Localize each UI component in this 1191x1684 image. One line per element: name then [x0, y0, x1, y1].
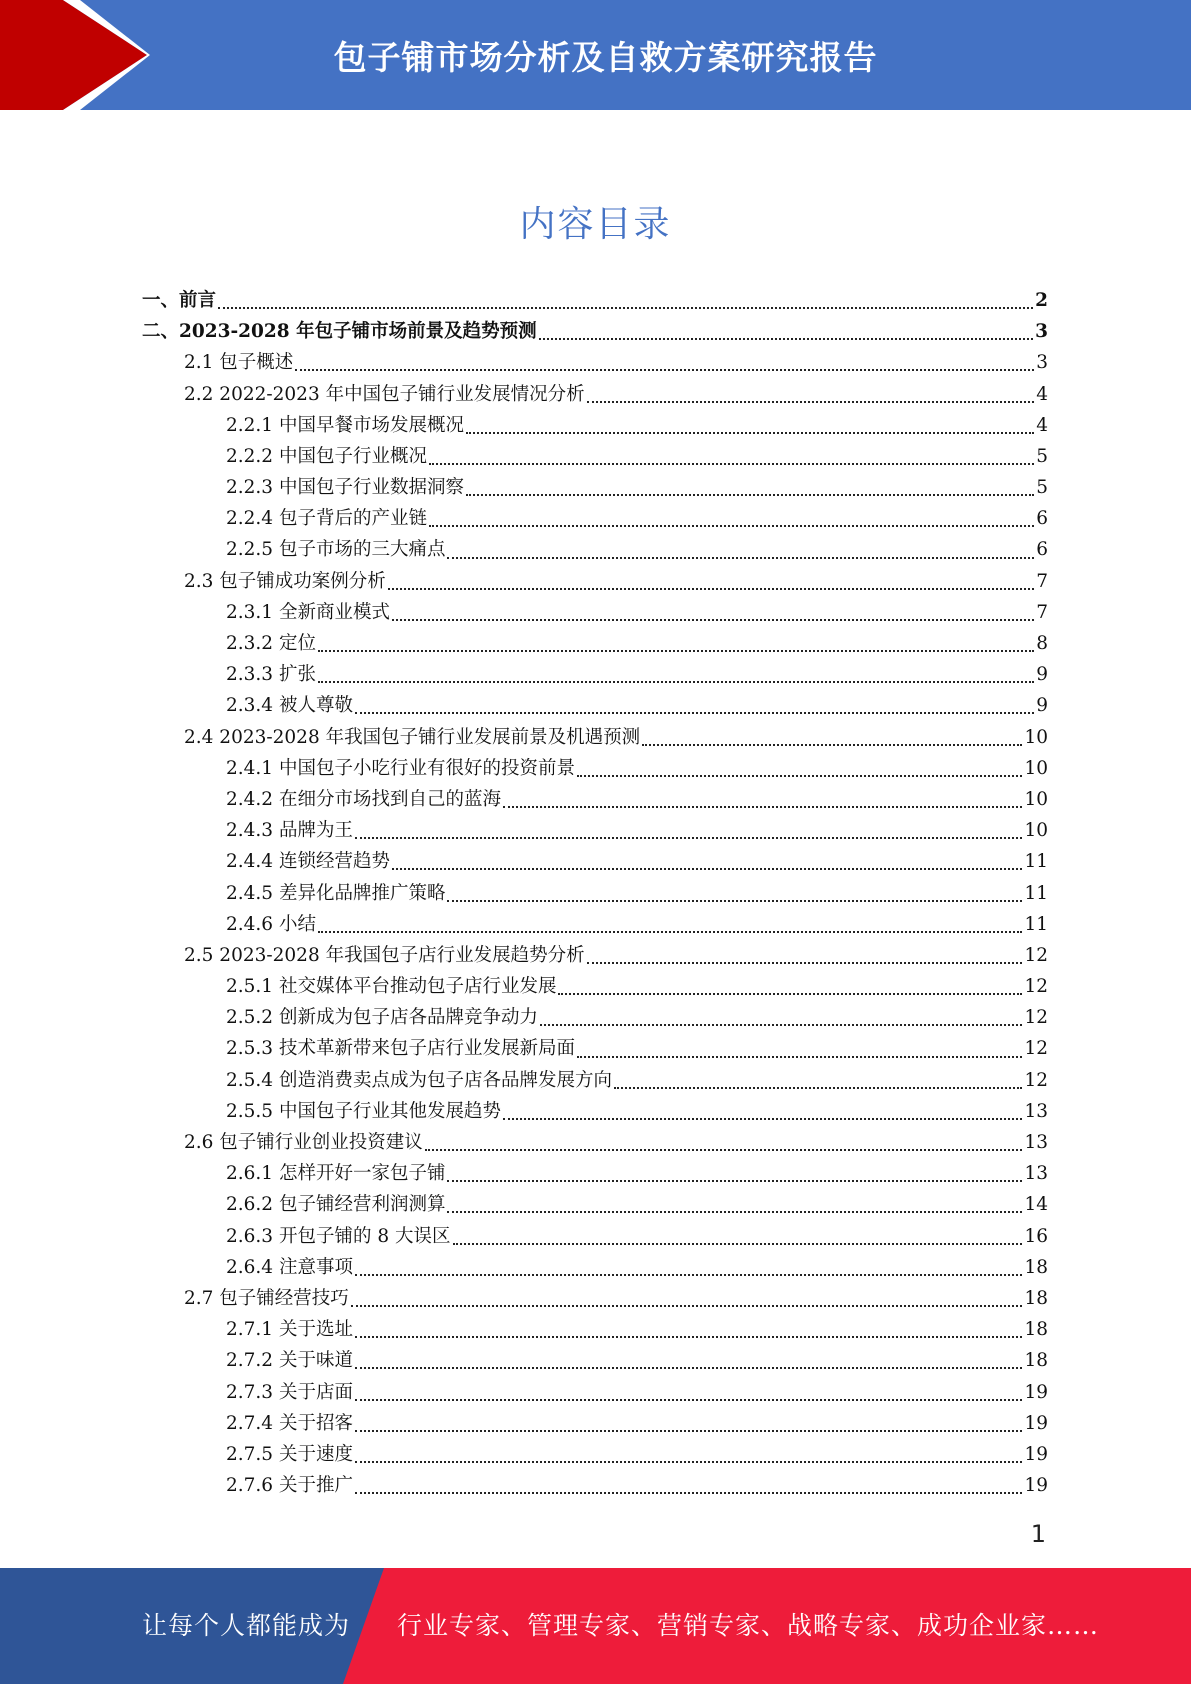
- toc-entry[interactable]: [142, 1377, 1048, 1408]
- toc-dot-leader: [318, 628, 1034, 652]
- toc-dot-leader: [447, 535, 1034, 559]
- toc-entry-page: 12: [1024, 976, 1048, 998]
- toc-entry[interactable]: [142, 347, 1048, 378]
- toc-dot-leader: [540, 1002, 1022, 1026]
- toc-entry-page: 18: [1024, 1319, 1048, 1341]
- toc-dot-leader: [355, 1252, 1023, 1276]
- toc-entry[interactable]: [142, 503, 1048, 534]
- toc-entry-label: 2.7.6 关于推广: [226, 1475, 353, 1497]
- toc-dot-leader: [355, 1408, 1023, 1432]
- footer-slogan-left: 让每个人都能成为: [142, 1611, 351, 1640]
- toc-dot-leader: [503, 1096, 1022, 1120]
- toc-entry-label: 2.4.6 小结: [226, 913, 316, 935]
- toc-entry-page: 7: [1036, 570, 1048, 592]
- toc-entry-page: 16: [1024, 1225, 1048, 1247]
- toc-entry-label: 2.7.4 关于招客: [226, 1412, 353, 1434]
- toc-entry-page: 18: [1024, 1256, 1048, 1278]
- toc-dot-leader: [429, 441, 1034, 465]
- toc-dot-leader: [642, 722, 1022, 746]
- toc-entry-label: 2.5.2 创新成为包子店各品牌竞争动力: [226, 1007, 538, 1029]
- toc-dot-leader: [447, 878, 1022, 902]
- toc-entry[interactable]: [142, 1283, 1048, 1314]
- toc-entry[interactable]: [142, 566, 1048, 597]
- toc-entry-label: 2.4.1 中国包子小吃行业有很好的投资前景: [226, 757, 575, 779]
- toc-dot-leader: [392, 846, 1022, 870]
- toc-entry-page: 14: [1024, 1194, 1048, 1216]
- toc-entry[interactable]: [142, 722, 1048, 753]
- toc-entry-label: 2.7.5 关于速度: [226, 1443, 353, 1465]
- toc-entry[interactable]: [142, 659, 1048, 690]
- toc-entry-label: 2.5.3 技术革新带来包子店行业发展新局面: [226, 1038, 575, 1060]
- toc-entry[interactable]: [142, 1065, 1048, 1096]
- toc-dot-leader: [558, 971, 1022, 995]
- toc-entry-page: 10: [1024, 726, 1048, 748]
- toc-dot-leader: [577, 753, 1022, 777]
- toc-entry-label: 2.5.5 中国包子行业其他发展趋势: [226, 1100, 501, 1122]
- toc-dot-leader: [355, 690, 1034, 714]
- report-title: 包子铺市场分析及自救方案研究报告: [333, 37, 878, 77]
- toc-entry[interactable]: [142, 940, 1048, 971]
- toc-entry-label: 2.3.4 被人尊敬: [226, 695, 353, 717]
- toc-dot-leader: [587, 379, 1035, 403]
- toc-entry[interactable]: [142, 1408, 1048, 1439]
- toc-entry-label: 2.6.2 包子铺经营利润测算: [226, 1194, 446, 1216]
- toc-dot-leader: [587, 940, 1023, 964]
- toc-entry[interactable]: [142, 1439, 1048, 1470]
- toc-entry-label: 2.6.1 怎样开好一家包子铺: [226, 1163, 446, 1185]
- toc-entry[interactable]: [142, 846, 1048, 877]
- toc-entry-page: 8: [1036, 633, 1048, 655]
- toc-entry-page: 11: [1024, 851, 1048, 873]
- toc-dot-leader: [318, 659, 1034, 683]
- toc-entry[interactable]: [142, 316, 1048, 347]
- toc-dot-leader: [429, 503, 1034, 527]
- toc-entry-label: 2.7.1 关于选址: [226, 1319, 353, 1341]
- toc-dot-leader: [539, 316, 1034, 340]
- toc-entry-page: 10: [1024, 757, 1048, 779]
- toc-entry-label: 二、2023-2028 年包子铺市场前景及趋势预测: [142, 321, 537, 343]
- toc-dot-leader: [355, 815, 1023, 839]
- toc-entry[interactable]: [142, 1127, 1048, 1158]
- toc-entry[interactable]: [142, 379, 1048, 410]
- toc-entry-label: 2.5.1 社交媒体平台推动包子店行业发展: [226, 976, 557, 998]
- toc-entry-page: 13: [1024, 1100, 1048, 1122]
- toc-entry[interactable]: [142, 1158, 1048, 1189]
- toc-entry-label: 2.3 包子铺成功案例分析: [184, 570, 386, 592]
- header-title-wrap: [0, 0, 1191, 110]
- toc-dot-leader: [388, 566, 1034, 590]
- toc-dot-leader: [318, 909, 1023, 933]
- toc-entry-page: 10: [1024, 820, 1048, 842]
- toc-entry-page: 11: [1024, 882, 1048, 904]
- toc-heading: 内容目录: [519, 204, 672, 245]
- toc-entry-page: 19: [1024, 1475, 1048, 1497]
- toc-entry[interactable]: [142, 815, 1048, 846]
- toc-entry-label: 2.2.4 包子背后的产业链: [226, 508, 427, 530]
- toc-entry-page: 18: [1024, 1287, 1048, 1309]
- toc-entry-label: 2.5 2023-2028 年我国包子店行业发展趋势分析: [184, 944, 585, 966]
- toc-entry[interactable]: [142, 753, 1048, 784]
- toc-entry[interactable]: [142, 690, 1048, 721]
- toc-entry-page: 19: [1024, 1443, 1048, 1465]
- toc-entry[interactable]: [142, 472, 1048, 503]
- toc-entry[interactable]: [142, 441, 1048, 472]
- toc-entry-label: 2.7.3 关于店面: [226, 1381, 353, 1403]
- toc-entry-label: 2.4.4 连锁经营趋势: [226, 851, 390, 873]
- toc-entry-page: 4: [1036, 414, 1048, 436]
- toc-entry-label: 2.7 包子铺经营技巧: [184, 1287, 349, 1309]
- toc-entry-page: 6: [1036, 508, 1048, 530]
- toc-entry-page: 12: [1024, 1007, 1048, 1029]
- toc-entry-page: 18: [1024, 1350, 1048, 1372]
- toc-entry-label: 2.2.2 中国包子行业概况: [226, 445, 427, 467]
- table-of-contents: [142, 285, 1048, 1501]
- toc-entry-page: 3: [1035, 321, 1048, 343]
- toc-entry-label: 2.4.2 在细分市场找到自己的蓝海: [226, 788, 501, 810]
- toc-entry-label: 2.3.1 全新商业模式: [226, 601, 390, 623]
- toc-entry-label: 一、前言: [142, 289, 217, 311]
- toc-entry-label: 2.5.4 创造消费卖点成为包子店各品牌发展方向: [226, 1069, 612, 1091]
- toc-entry-page: 13: [1024, 1163, 1048, 1185]
- toc-entry-label: 2.4.5 差异化品牌推广策略: [226, 882, 446, 904]
- toc-entry[interactable]: [142, 597, 1048, 628]
- toc-entry[interactable]: [142, 909, 1048, 940]
- toc-entry[interactable]: [142, 1470, 1048, 1501]
- toc-entry[interactable]: [142, 971, 1048, 1002]
- toc-entry-page: 12: [1024, 1069, 1048, 1091]
- toc-entry[interactable]: [142, 1189, 1048, 1220]
- toc-entry-label: 2.3.2 定位: [226, 633, 316, 655]
- toc-dot-leader: [466, 472, 1034, 496]
- toc-entry-page: 9: [1036, 695, 1048, 717]
- toc-entry[interactable]: [142, 410, 1048, 441]
- toc-entry[interactable]: [142, 1345, 1048, 1376]
- toc-entry-page: 13: [1024, 1132, 1048, 1154]
- toc-entry-page: 19: [1024, 1412, 1048, 1434]
- toc-entry-page: 3: [1036, 352, 1048, 374]
- footer-banner: [0, 1568, 1191, 1684]
- toc-entry-page: 12: [1024, 944, 1048, 966]
- page-number: 1: [1030, 1520, 1046, 1548]
- toc-entry[interactable]: [142, 285, 1048, 316]
- toc-entry-page: 6: [1036, 539, 1048, 561]
- toc-entry-label: 2.4.3 品牌为王: [226, 820, 353, 842]
- toc-entry-page: 11: [1024, 913, 1048, 935]
- toc-dot-leader: [355, 1439, 1023, 1463]
- toc-dot-leader: [392, 597, 1034, 621]
- toc-dot-leader: [425, 1127, 1023, 1151]
- toc-dot-leader: [218, 285, 1033, 309]
- header-banner: [0, 0, 1191, 110]
- toc-entry-label: 2.2.3 中国包子行业数据洞察: [226, 477, 464, 499]
- toc-entry-label: 2.4 2023-2028 年我国包子铺行业发展前景及机遇预测: [184, 726, 641, 748]
- toc-entry-label: 2.6.4 注意事项: [226, 1256, 353, 1278]
- toc-entry[interactable]: [142, 1314, 1048, 1345]
- toc-entry-label: 2.2.1 中国早餐市场发展概况: [226, 414, 464, 436]
- toc-entry-page: 10: [1024, 788, 1048, 810]
- toc-entry[interactable]: [142, 1221, 1048, 1252]
- toc-entry[interactable]: [142, 535, 1048, 566]
- toc-dot-leader: [503, 784, 1022, 808]
- toc-entry-page: 5: [1036, 477, 1048, 499]
- toc-entry-page: 5: [1036, 445, 1048, 467]
- toc-dot-leader: [577, 1034, 1022, 1058]
- toc-dot-leader: [453, 1221, 1023, 1245]
- toc-dot-leader: [466, 410, 1034, 434]
- toc-entry-label: 2.1 包子概述: [184, 352, 294, 374]
- toc-entry-page: 4: [1036, 383, 1048, 405]
- toc-entry[interactable]: [142, 1034, 1048, 1065]
- toc-entry[interactable]: [142, 878, 1048, 909]
- toc-entry-label: 2.2 2022-2023 年中国包子铺行业发展情况分析: [184, 383, 585, 405]
- toc-dot-leader: [447, 1158, 1022, 1182]
- toc-entry-label: 2.6 包子铺行业创业投资建议: [184, 1132, 423, 1154]
- toc-entry-label: 2.3.3 扩张: [226, 664, 316, 686]
- toc-entry[interactable]: [142, 1002, 1048, 1033]
- toc-entry-label: 2.7.2 关于味道: [226, 1350, 353, 1372]
- toc-entry[interactable]: [142, 1252, 1048, 1283]
- toc-dot-leader: [355, 1470, 1023, 1494]
- footer-slogan-right: 行业专家、管理专家、营销专家、战略专家、成功企业家……: [397, 1611, 1100, 1640]
- toc-dot-leader: [614, 1065, 1022, 1089]
- toc-dot-leader: [351, 1283, 1023, 1307]
- toc-entry[interactable]: [142, 1096, 1048, 1127]
- toc-entry[interactable]: [142, 628, 1048, 659]
- toc-entry-page: 12: [1024, 1038, 1048, 1060]
- toc-entry-page: 2: [1035, 289, 1048, 311]
- toc-dot-leader: [295, 347, 1034, 371]
- toc-dot-leader: [447, 1189, 1022, 1213]
- toc-entry-page: 19: [1024, 1381, 1048, 1403]
- toc-dot-leader: [355, 1345, 1023, 1369]
- toc-dot-leader: [355, 1314, 1023, 1338]
- toc-entry-page: 7: [1036, 601, 1048, 623]
- toc-dot-leader: [355, 1377, 1023, 1401]
- toc-entry[interactable]: [142, 784, 1048, 815]
- toc-entry-label: 2.6.3 开包子铺的 8 大误区: [226, 1225, 451, 1247]
- toc-entry-label: 2.2.5 包子市场的三大痛点: [226, 539, 446, 561]
- toc-entry-page: 9: [1036, 664, 1048, 686]
